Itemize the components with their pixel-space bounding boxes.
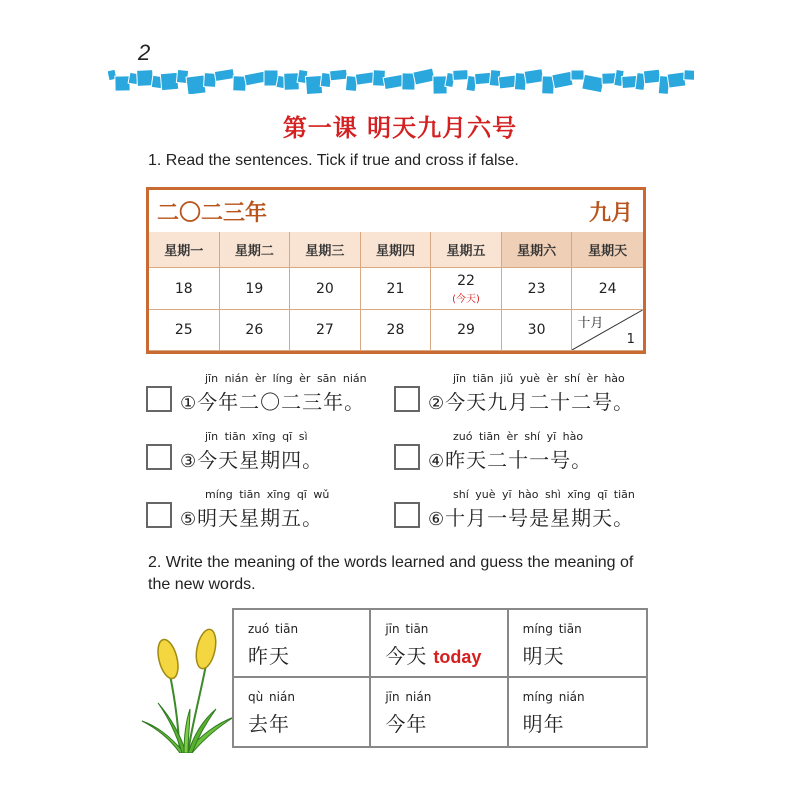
vocab-pinyin: jīn nián xyxy=(385,690,432,704)
strip-tile xyxy=(552,71,573,88)
today-note: (今天) xyxy=(452,293,480,305)
item-number: ② xyxy=(428,393,446,414)
vocab-cell xyxy=(234,610,371,678)
page-number: 2 xyxy=(138,40,151,65)
date-cell: 27 xyxy=(290,310,361,351)
date-cell: 29 xyxy=(431,310,502,351)
sentence xyxy=(180,444,323,473)
lesson-title: 第一课 明天九月六号 xyxy=(282,114,518,142)
strip-tile xyxy=(186,75,206,94)
strip-tile xyxy=(244,71,266,86)
sentence xyxy=(428,444,592,473)
vocab-pinyin: jīn tiān xyxy=(385,622,429,636)
date-cell: 19 xyxy=(220,268,291,310)
question-2-instruction: 2. Write the meaning of the words learned and guess the meaning of the new words. xyxy=(148,554,634,593)
date-cell: 20 xyxy=(290,268,361,310)
date-cell: 26 xyxy=(220,310,291,351)
date-number: 22 xyxy=(457,272,475,289)
strip-tile xyxy=(684,70,694,81)
vocabulary-table xyxy=(232,608,648,748)
strip-tile xyxy=(264,70,278,86)
item-number: ④ xyxy=(428,451,446,472)
vocab-hanzi: 今天 xyxy=(385,644,428,668)
calendar-header xyxy=(149,190,643,233)
strip-tile xyxy=(383,74,404,89)
exercise-item xyxy=(146,372,386,416)
vocab-hanzi: 明天 xyxy=(522,644,565,668)
item-number: ⑤ xyxy=(180,509,198,530)
date-cell: 24 xyxy=(572,268,643,310)
next-month-label: 十月 xyxy=(577,316,604,331)
vocab-cell xyxy=(371,678,508,746)
sentence-text: 十月一号是星期天。 xyxy=(445,506,635,530)
answer-checkbox[interactable] xyxy=(394,502,420,528)
calendar xyxy=(146,187,646,354)
item-number: ① xyxy=(180,393,198,414)
exercise-item xyxy=(146,488,386,532)
sentence xyxy=(180,386,365,415)
sentence xyxy=(180,502,323,531)
date-cell: 30 xyxy=(502,310,573,351)
vocab-hanzi-line xyxy=(523,708,571,737)
decorative-border xyxy=(108,68,694,94)
vocab-hanzi-line xyxy=(385,640,481,669)
vocab-hanzi-line xyxy=(248,640,296,669)
weekday-header: 星期二 xyxy=(220,232,291,268)
weekday-header: 星期五 xyxy=(431,232,502,268)
vocab-cell xyxy=(371,610,508,678)
weekday-header: 星期一 xyxy=(149,232,220,268)
strip-tile xyxy=(571,70,584,80)
date-cell: 25 xyxy=(149,310,220,351)
next-month-day: 1 xyxy=(626,332,635,347)
exercise-item xyxy=(394,430,654,474)
item-number: ⑥ xyxy=(428,509,446,530)
strip-tile xyxy=(330,69,348,81)
vocab-hanzi-line xyxy=(385,708,433,737)
strip-tile xyxy=(643,69,660,84)
strip-tile xyxy=(453,70,469,81)
vocab-hanzi-line xyxy=(248,708,296,737)
vocab-hanzi: 昨天 xyxy=(248,644,290,668)
answer-checkbox[interactable] xyxy=(394,386,420,412)
strip-tile xyxy=(355,72,374,85)
vocab-pinyin: zuó tiān xyxy=(248,622,299,636)
vocab-pinyin: qù nián xyxy=(248,690,295,704)
sentence-text: 今年二〇二三年。 xyxy=(197,390,366,414)
exercise-item xyxy=(394,372,654,416)
item-number: ③ xyxy=(180,451,198,472)
sentence xyxy=(428,386,634,415)
sentence-text: 明天星期五。 xyxy=(197,506,324,530)
sentence-text: 昨天二十一号。 xyxy=(445,448,593,472)
pinyin-line: jīn tiān xīng qī sì xyxy=(205,430,308,443)
answer-checkbox[interactable] xyxy=(146,386,172,412)
answer-checkbox[interactable] xyxy=(394,444,420,470)
vocab-hanzi: 今年 xyxy=(385,712,428,736)
calendar-grid xyxy=(149,232,643,351)
pinyin-line: zuó tiān èr shí yī hào xyxy=(453,430,584,443)
vocab-pinyin: míng tiān xyxy=(522,622,582,636)
weekday-header: 星期六 xyxy=(502,232,573,268)
date-cell: 23 xyxy=(502,268,573,310)
date-cell: 18 xyxy=(149,268,220,310)
calendar-year: 二〇二三年 xyxy=(157,201,268,226)
weekday-header: 星期四 xyxy=(361,232,432,268)
plant-illustration xyxy=(140,625,236,753)
vocab-hanzi: 明年 xyxy=(522,712,565,736)
vocab-cell xyxy=(509,678,646,746)
vocab-cell xyxy=(509,610,646,678)
strip-tile xyxy=(524,69,544,85)
vocab-meaning[interactable]: today xyxy=(433,647,482,667)
pinyin-line: shí yuè yī hào shì xīng qī tiān xyxy=(453,488,635,501)
weekday-header: 星期三 xyxy=(290,232,361,268)
question-1-instruction: 1. Read the sentences. Tick if true and cross if false. xyxy=(148,152,519,169)
strip-tile xyxy=(137,70,154,87)
strip-tile xyxy=(413,68,435,85)
sentence-text: 今天星期四。 xyxy=(197,448,324,472)
answer-checkbox[interactable] xyxy=(146,502,172,528)
sentence xyxy=(428,502,634,531)
strip-tile xyxy=(214,69,234,82)
vocab-hanzi: 去年 xyxy=(248,712,290,736)
date-cell-today xyxy=(431,268,502,310)
pinyin-line: míng tiān xīng qī wǔ xyxy=(205,488,330,501)
exercise-item xyxy=(146,430,386,474)
strip-tile xyxy=(582,74,604,93)
exercise-item xyxy=(394,488,664,532)
strip-tile xyxy=(475,72,492,84)
answer-checkbox[interactable] xyxy=(146,444,172,470)
strip-tile xyxy=(498,75,516,89)
date-cell-split xyxy=(572,310,643,351)
vocab-pinyin: míng nián xyxy=(522,690,585,704)
vocab-cell xyxy=(234,678,371,746)
sentence-text: 今天九月二十二号。 xyxy=(445,390,635,414)
calendar-month: 九月 xyxy=(588,201,633,226)
pinyin-line: jīn nián èr líng èr sān nián xyxy=(205,372,367,385)
strip-tile xyxy=(667,72,686,88)
date-cell: 21 xyxy=(361,268,432,310)
vocab-hanzi-line xyxy=(523,640,571,669)
pinyin-line: jīn tiān jiǔ yuè èr shí èr hào xyxy=(453,372,625,385)
date-cell: 28 xyxy=(361,310,432,351)
weekday-header: 星期天 xyxy=(572,232,643,268)
